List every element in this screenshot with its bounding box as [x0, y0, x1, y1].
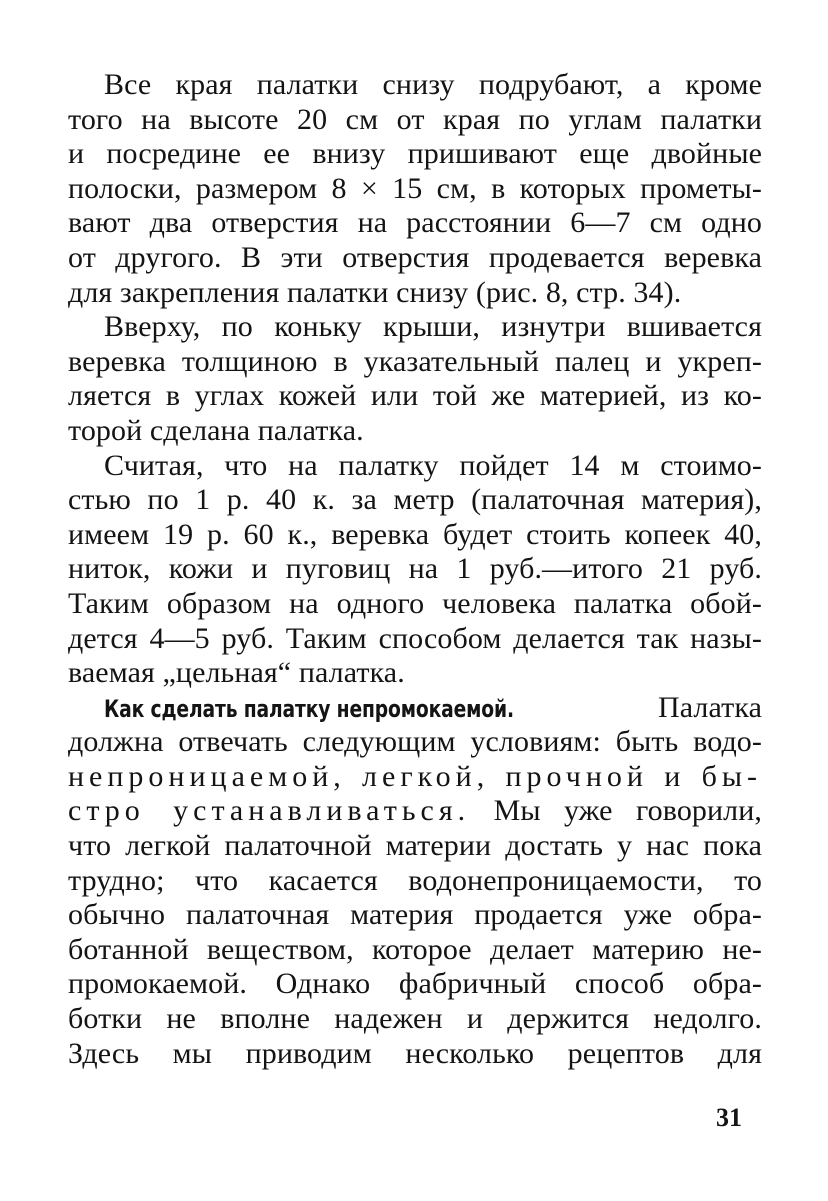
text-line: что легкой палаточной материи достать у нас пока	[68, 829, 762, 863]
spaced-text: непроницаемой, легкой, прочной и бы-	[68, 759, 762, 793]
text-line	[68, 691, 762, 726]
text-line: промокаемой. Однако фабричный способ обра-	[68, 967, 762, 1001]
text-line: ботанной веществом, которое делает материю не-	[68, 932, 762, 966]
text-line: от другого. В эти отверстия продевается веревка	[68, 240, 762, 274]
text-line: имеем 19 р. 60 к., веревка будет стоить копеек 40,	[68, 517, 762, 551]
text-line: Вверху, по коньку крыши, изнутри вшивается	[104, 310, 762, 344]
text-line: ботки не вполне надежен и держится недолго.	[68, 1002, 762, 1036]
heading-line-rest: Палатка	[657, 690, 762, 724]
text-line: Все края палатки снизу подрубают, а кроме	[104, 68, 762, 101]
text-line: ляется в углах кожей или той же материей, из ко-	[68, 379, 762, 413]
paragraph-waterproofing	[68, 691, 762, 1072]
text-line: и посредине ее внизу пришивают еще двойные	[68, 137, 762, 171]
text-line: обычно палаточная материя продается уже обра-	[68, 898, 762, 932]
text-line: дется 4—5 руб. Таким способом делается так назы-	[68, 621, 762, 655]
text-line: Таким образом на одного человека палатка обой-	[68, 586, 762, 620]
section-heading: Как сделать палатку непромокаемой.	[104, 694, 514, 723]
page-number: 31	[716, 1103, 742, 1132]
text-line: трудно; что касается водонепроницаемости, то	[68, 863, 762, 897]
text-line: торой сделана палатка.	[68, 413, 364, 447]
text-line	[68, 760, 762, 795]
paragraph-tent-edges	[68, 68, 762, 310]
paragraph-roof-rope	[68, 310, 762, 448]
book-page	[68, 68, 762, 1071]
text-line: веревка толщиною в указательный палец и укреп-	[68, 344, 762, 378]
text-line: полоски, размером 8 × 15 см, в которых прометы-	[68, 171, 762, 205]
text-line: ниток, кожи и пуговиц на 1 руб.—итого 21 руб.	[68, 552, 762, 586]
text-line: стью по 1 р. 40 к. за метр (палаточная материя),	[68, 483, 762, 517]
text-line: Считая, что на палатку пойдет 14 м стоимо-	[104, 448, 762, 482]
text-line: для закрепления палатки снизу (рис. 8, стр. 34).	[68, 275, 682, 309]
text-line	[68, 794, 762, 829]
spaced-text: стро устанавливаться.	[68, 794, 471, 828]
text-line: Здесь мы приводим несколько рецептов для	[68, 1036, 762, 1070]
line-rest: Мы уже говорили,	[493, 794, 763, 828]
text-line: должна отвечать следующим условиям: быть водо-	[68, 725, 762, 759]
paragraph-cost	[68, 449, 762, 691]
text-line: ваемая „цельная“ палатка.	[68, 656, 405, 690]
text-line: того на высоте 20 см от края по углам палатки	[68, 102, 762, 136]
text-line: вают два отверстия на расстоянии 6—7 см одно	[68, 206, 762, 240]
